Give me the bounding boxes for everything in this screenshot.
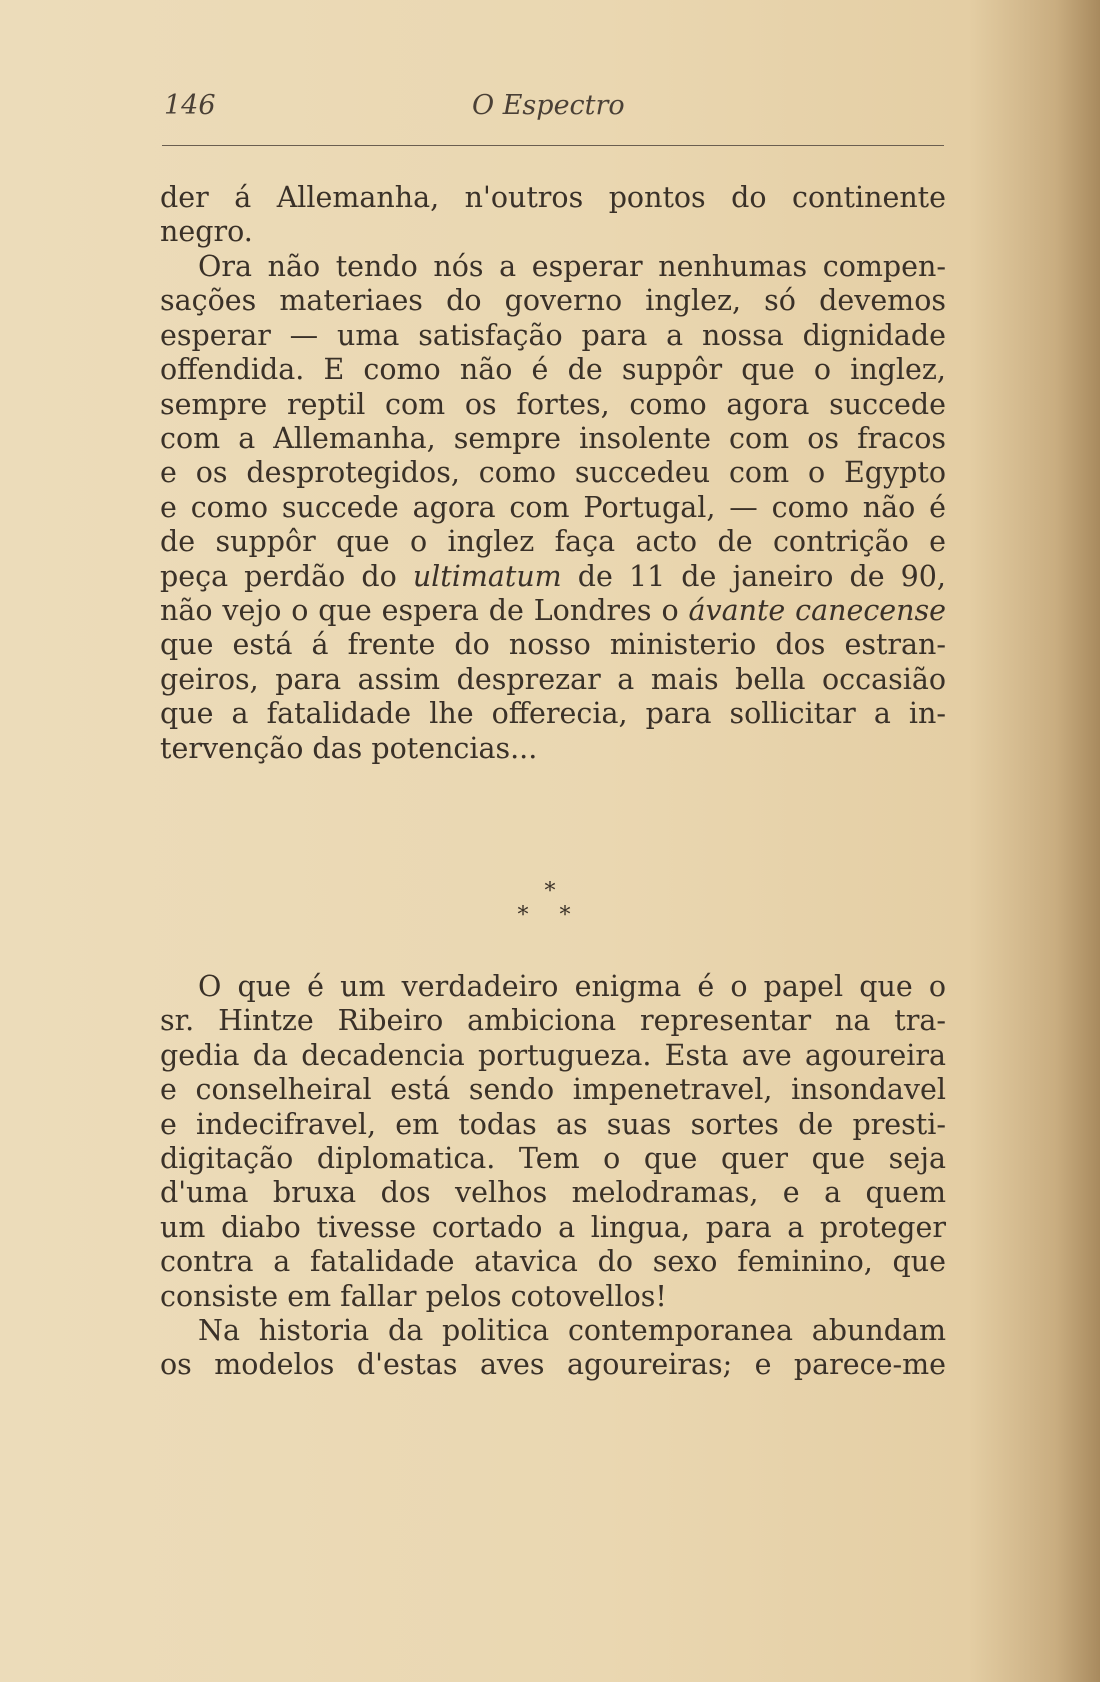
paragraph-4: [160, 1314, 946, 1383]
text-line: der á Allemanha, n'outros pontos do continente: [160, 181, 946, 214]
text-line: os modelos d'estas aves agoureiras; e parece-me: [160, 1348, 946, 1382]
text-line: [160, 594, 946, 628]
text-line: um diabo tivesse cortado a lingua, para a proteger: [160, 1210, 946, 1244]
text-line: esperar — uma satisfação para a nossa dignidade: [160, 318, 946, 352]
text-line: Ora não tendo nós a esperar nenhumas compen-: [198, 250, 946, 283]
text-line: sações materiaes do governo inglez, só devemos: [160, 284, 946, 318]
asterisk-bottom: * *: [517, 903, 583, 928]
text-line: gedia da decadencia portugueza. Esta ave agoureira: [160, 1038, 946, 1072]
text-line: e os desprotegidos, como succedeu com o Egypto: [160, 456, 946, 490]
text-line: e conselheiral está sendo impenetravel, insondavel: [160, 1073, 946, 1107]
paragraph-3: [160, 970, 946, 1314]
text-line: e indecifravel, em todas as suas sortes de presti-: [160, 1107, 946, 1141]
text-line: sr. Hintze Ribeiro ambiciona representar na tra-: [160, 1004, 946, 1038]
text-line: que a fatalidade lhe offerecia, para sollicitar a in-: [160, 697, 946, 731]
page-header: [160, 90, 944, 130]
text-run: de 11 de janeiro de 90,: [561, 559, 946, 593]
text-line: de suppôr que o inglez faça acto de contrição e: [160, 525, 946, 559]
asterisk-top: *: [544, 879, 556, 904]
text-line: offendida. E como não é de suppôr que o inglez,: [160, 353, 946, 387]
text-line: sempre reptil com os fortes, como agora succede: [160, 387, 946, 421]
text-line: contra a fatalidade atavica do sexo feminino, que: [160, 1245, 946, 1279]
header-rule: [162, 145, 944, 146]
italic-term: ávante canecense: [688, 594, 946, 628]
text-line: digitação diplomatica. Tem o que quer que seja: [160, 1142, 946, 1176]
text-line: com a Allemanha, sempre insolente com os fracos: [160, 422, 946, 456]
text-line: d'uma bruxa dos velhos melodramas, e a quem: [160, 1176, 946, 1210]
paragraph-2: [160, 250, 946, 766]
text-line: tervenção das potencias...: [160, 731, 538, 765]
text-line: geiros, para assim desprezar a mais bella occasião: [160, 662, 946, 696]
text-line: O que é um verdadeiro enigma é o papel que o: [198, 970, 946, 1003]
text-line: e como succede agora com Portugal, — como não é: [160, 490, 946, 524]
section-separator: [490, 880, 610, 940]
paragraph-1: [160, 181, 946, 250]
text-run: peça perdão do: [160, 559, 413, 593]
running-title: O Espectro: [472, 90, 625, 121]
text-line: [160, 560, 946, 594]
text-run: não vejo o que espera de Londres o: [160, 594, 689, 628]
text-line: negro.: [160, 215, 253, 249]
text-line: consiste em fallar pelos cotovellos!: [160, 1279, 667, 1313]
text-line: Na historia da politica contemporanea abundam: [198, 1314, 946, 1347]
text-line: que está á frente do nosso ministerio dos estran-: [160, 628, 946, 662]
page-number: 146: [164, 90, 216, 121]
italic-term: ultimatum: [412, 559, 562, 593]
